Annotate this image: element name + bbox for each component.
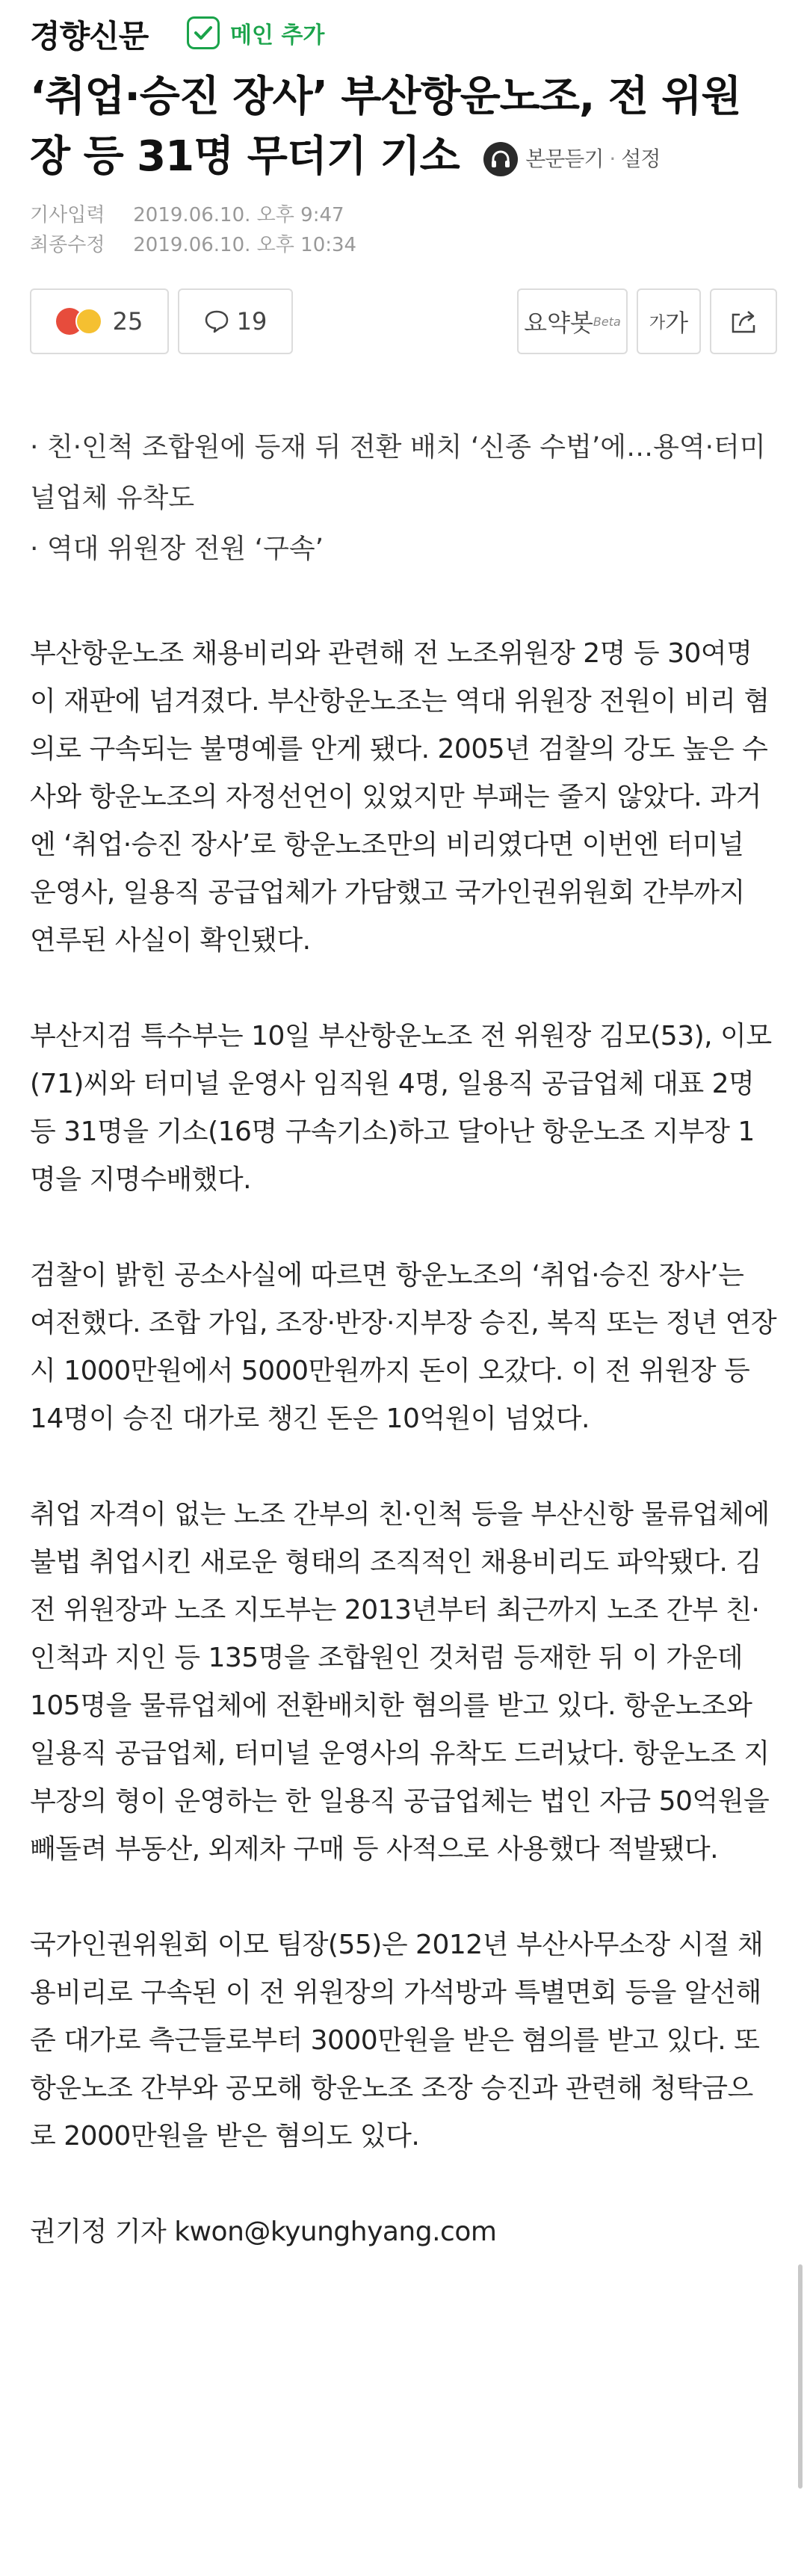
published-row <box>30 200 356 230</box>
paragraph-5: 국가인권위원회 이모 팀장(55)은 2012년 부산사무소장 시절 채용비리로 구속된 이 전 위원장의 가석방과 특별면회 등을 알선해 준 대가로 측근들로부터 3000만원을 받은 혐의를 받고 있다. 또 항운노조 간부와 공모해 항운노조 조장 승진과 관련해 청탁금으로 2000만원을 받은 혐의도 있다. <box>30 1930 764 2152</box>
brand-logo[interactable]: 경향신문 <box>30 18 149 55</box>
modified-label: 최종수정 <box>30 234 105 256</box>
share-icon <box>729 309 758 334</box>
article-subheads <box>30 422 777 575</box>
listen-controls <box>483 129 660 189</box>
article-title-text: ‘취업·승진 장사’ 부산항운노조, 전 위원장 등 31명 무더기 기소 <box>30 72 741 181</box>
summary-bot-button[interactable] <box>517 288 628 354</box>
modified-row <box>30 230 356 260</box>
paragraph-4: 취업 자격이 없는 노조 간부의 친·인척 등을 부산신항 물류업체에 불법 취업시킨 새로운 형태의 조직적인 채용비리도 파악됐다. 김 전 위원장과 노조 지도부는 2013년부터 최근까지 노조 간부 친·인척과 지인 등 135명을 조합원인 것처럼 등재한 뒤 이 가운데 105명을 물류업체에 전환배치한 혐의를 받고 있다. 항운노조와 일용직 공급업체, 터미널 운영사의 유착도 드러났다. 항운노조 지부장의 형이 운영하는 한 일용직 공급업체는 법인 자금 50억원을 빼돌려 부동산, 외제차 구매 등 사적으로 사용했다 적발됐다. <box>30 1499 770 1865</box>
font-size-button[interactable] <box>637 288 701 354</box>
check-icon <box>187 16 220 49</box>
comment-icon <box>204 309 229 333</box>
beta-badge: Beta <box>593 314 621 329</box>
font-size-small-glyph: 가 <box>649 313 666 333</box>
summary-bot-label: 요약봇 <box>524 309 593 337</box>
article-toolbar <box>30 288 777 354</box>
byline: 권기정 기자 kwon@kyunghyang.com <box>30 2217 497 2247</box>
add-to-main-button[interactable] <box>187 15 324 51</box>
article-meta <box>30 200 356 260</box>
separator-dot: · <box>609 146 616 171</box>
reaction-count: 25 <box>112 307 143 336</box>
settings-link[interactable]: 설정 <box>621 146 661 171</box>
article-title <box>30 67 777 189</box>
happy-emoji-icon <box>75 308 102 335</box>
share-button[interactable] <box>710 288 777 354</box>
subhead-1: · 친·인척 조합원에 등재 뒤 전환 배치 ‘신종 수법’에…용역·터미널업체 유착도 <box>30 432 766 513</box>
add-to-main-label: 메인 추가 <box>230 22 325 49</box>
published-value: 2019.06.10. 오후 9:47 <box>133 204 344 226</box>
listen-button[interactable]: 본문듣기 <box>525 146 604 171</box>
subhead-2: · 역대 위원장 전원 ‘구속’ <box>30 534 324 564</box>
comment-button[interactable] <box>178 288 293 354</box>
comment-count: 19 <box>236 307 268 336</box>
reaction-button[interactable] <box>30 288 169 354</box>
top-bar <box>0 0 807 67</box>
article-body <box>30 630 777 2256</box>
font-size-large-glyph: 가 <box>665 309 689 337</box>
published-label: 기사입력 <box>30 204 105 226</box>
paragraph-1: 부산항운노조 채용비리와 관련해 전 노조위원장 2명 등 30여명이 재판에 넘겨졌다. 부산항운노조는 역대 위원장 전원이 비리 혐의로 구속되는 불명예를 안게 됐다. 2005년 검찰의 강도 높은 수사와 항운노조의 자정선언이 있었지만 부패는 줄지 않았다. 과거엔 ‘취업·승진 장사’로 항운노조만의 비리였다면 이번엔 터미널 운영사, 일용직 공급업체가 가담했고 국가인권위원회 간부까지 연루된 사실이 확인됐다. <box>30 638 770 956</box>
headphones-icon[interactable] <box>483 142 518 176</box>
paragraph-3: 검찰이 밝힌 공소사실에 따르면 항운노조의 ‘취업·승진 장사’는 여전했다. 조합 가입, 조장·반장·지부장 승진, 복직 또는 정년 연장 시 1000만원에서 5000만원까지 돈이 오갔다. 이 전 위원장 등 14명이 승진 대가로 챙긴 돈은 10억원이 넘었다. <box>30 1260 777 1434</box>
modified-value: 2019.06.10. 오후 10:34 <box>133 234 357 256</box>
scrollbar[interactable] <box>798 2264 803 2489</box>
paragraph-2: 부산지검 특수부는 10일 부산항운노조 전 위원장 김모(53), 이모(71)씨와 터미널 운영사 임직원 4명, 일용직 공급업체 대표 2명 등 31명을 기소(16명 구속기소)하고 달아난 항운노조 지부장 1명을 지명수배했다. <box>30 1021 772 1195</box>
